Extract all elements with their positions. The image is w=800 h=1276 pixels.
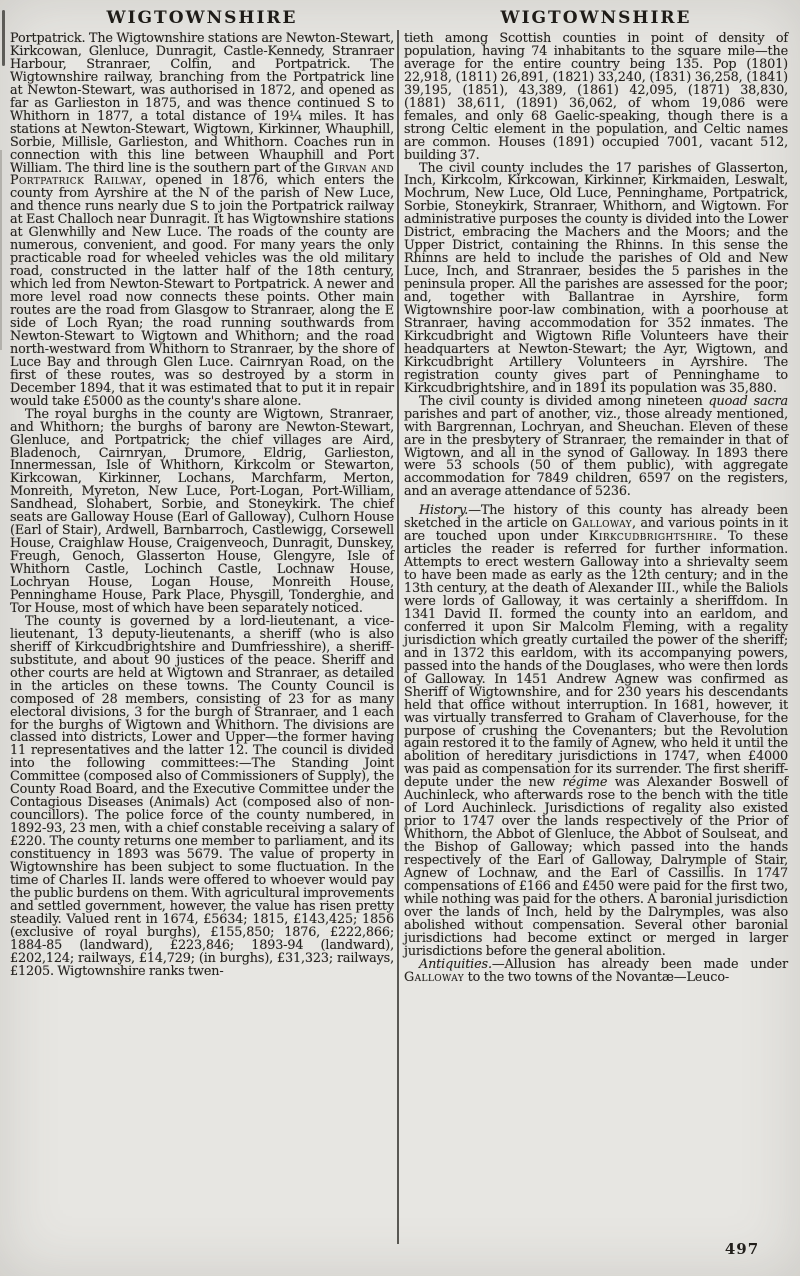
italic-text: Antiquities. [419,956,492,972]
italic-text: History. [419,503,469,519]
cross-reference-text: Galloway [571,516,633,532]
column-right [404,6,788,985]
running-head-left: WIGTOWNSHIRE [106,8,298,28]
column-right-body [404,33,788,985]
text-run: to the two towns of the Novantæ—Leuco- [464,969,730,985]
text-run: The county is governed by a lord-lieutenant, a vice-lieutenant, 13 deputy-lieutenants, a sheriff (who is also sheriff of Kirkcudbrightshire and Dumfriesshire), a sheriff-substitute, and about 90 justices of the peace. Sheriff and other courts are held at Wigtown and Stranraer, as detailed in the articles on these towns. The County Council is composed of 28 members, consisting of 23 for as many electoral divisions, 3 for the burgh of Stranraer, and 1 each for the burghs of Wigtown and Whithorn. The divisions are classed into districts, Lower and Upper—the former having 11 representatives and the latter 12. The council is divided into the following committees:—The Standing Joint Committee (composed also of Commissioners of Supply), the County Road Board, and the Executive Committee under the Contagious Diseases (Animals) Act (composed also of non-councillors). The police force of the county numbered, in 1892-93, 23 men, with a chief constable receiving a salary of £220. The county returns one member to parliament, and its constituency in 1893 was 5679. The value of property in Wigtownshire has been subject to some fluctuation. In the time of Charles II. lands were offered to whoever would pay the public burdens on them. With agricultural improvements and settled government, however, the value has risen pretty steadily. Valued rent in 1674, £5634; 1815, £143,425; 1856 (exclusive of royal burghs), £155,850; 1876, £222,866; 1884-85 (landward), £223,846; 1893-94 (landward), £202,124; railways, £14,729; (in burghs), £31,323; railways, £1205. Wigtownshire ranks twen- [10,613,395,979]
text-run: parishes and part of another, viz., those already mentioned, with Bargrennan, Lochryan, and Sheuchan. Eleven of these are in the presbytery of Stranraer, the remainder in that of Wigtown, and all in the synod of Galloway. In 1893 there were 53 schools (50 of them public), with aggregate accommodation for 7849 children, 6597 on the registers, and an average attendance of 5236. [404,406,788,500]
text-run: —The history of this county has already been sketched in the article on [404,503,788,532]
paragraph [404,956,788,985]
paragraph [10,406,394,616]
paragraph [404,160,788,396]
text-run: , opened in 1876, which enters the county from Ayrshire at the N of the parish of New Luce, and thence runs nearly due S to join the Portpatrick railway at East Challoch near Dunragit. It has Wigtownshire stations at Glenwhilly and New Luce. The roads of the county are numerous, convenient, and good. For many years the only practicable road for wheeled vehicles was the old military road, constructed in the latter half of the 18th century, which led from Newton-Stewart to Portpatrick. A newer and more level road now connects these points. Other main routes are the road from Glasgow to Stranraer, along the E side of Loch Ryan; the road running southwards from Newton-Stewart to Wigtown and Whithorn; and the road north-westward from Whithorn to Stranraer, by the shore of Luce Bay and through Glen Luce. Cairnryan Road, on the first of these routes, was so destroyed by a storm in December 1894, that it was estimated that to put it in repair would take £5000 as the county's share alone. [10,173,394,409]
italic-text: quoad sacra [708,393,788,409]
paragraph [404,505,788,958]
text-run: The civil county is divided among nineteen [419,393,709,409]
text-run: was Alexander Boswell of Auchinleck, who afterwards rose to the bench with the title of Lord Auchinleck. Jurisdictions of regality also existed prior to 1747 over the lands respectively of the Prior of Whithorn, the Abbot of Glenluce, the Abbot of Soulseat, and the Bishop of Galloway; which passed into the hands respectively of the Earl of Galloway, Dalrymple of Stair, Agnew of Lochnaw, and the Earl of Cassillis. In 1747 compensations of £166 and £450 were paid for the first two, while nothing was paid for the others. A baronial jurisdiction over the lands of Inch, held by the Dalrymples, was also abolished without compensation. Several other baronial jurisdictions had become extinct or merged in larger jurisdictions before the general abolition. [404,775,789,959]
cross-reference-text: Girvan and Portpatrick Railway [10,160,394,189]
text-run: Portpatrick. The Wigtownshire stations are Newton-Stewart, Kirkcowan, Glenluce, Dunragit, Castle-Kennedy, Stranraer Harbour, Stranraer, Colfin, and Portpatrick. The Wigtownshire railway, branching from the Portpatrick line at Newton-Stewart, was authorised in 1872, and opened as far as Garlieston in 1875, and was thence continued S to Whithorn in 1877, a total distance of 19¼ miles. It has stations at Newton-Stewart, Wigtown, Kirkinner, Whauphill, Sorbie, Millisle, Garlieston, and Whithorn. Coaches run in connection with this line between Whauphill and Port William. The third line is the southern part of the [10,31,394,176]
text-run: —Allusion has already been made under [491,956,788,972]
column-divider-rule [397,30,399,1244]
paragraph [404,393,788,500]
paragraph [10,33,394,409]
paragraph [10,613,395,979]
scan-artifact-edge-line [2,10,5,66]
running-head-right: WIGTOWNSHIRE [500,8,692,28]
page-number: 497 [724,1240,760,1258]
cross-reference-text: Kirkcudbrightshire [588,529,714,545]
text-run: The civil county includes the 17 parishes of Glasserton, Inch, Kirkcolm, Kirkcowan, Kirkinner, Kirkmaiden, Leswalt, Mochrum, New Luce, Old Luce, Penninghame, Portpatrick, Sorbie, Stoneykirk, Stranraer, Whithorn, and Wigtown. For administrative purposes the county is divided into the Lower District, embracing the Machers and the Moors; and the Upper District, containing the Rhinns. In this sense the Rhinns are held to include the parishes of Old and New Luce, Inch, and Stranraer, besides the 5 parishes in the peninsula proper. All the parishes are assessed for the poor; and, together with Ballantrae in Ayrshire, form Wigtownshire poor-law combination, with a poorhouse at Stranraer, having accommodation for 352 inmates. The Kirkcudbright and Wigtown Rifle Volunteers have their headquarters at Newton-Stewart; the Ayr, Wigtown, and Kirkcudbright Artillery Volunteers in Ayrshire. The registration county gives part of Penninghame to Kirkcudbrightshire, and in 1891 its population was 35,880. [404,160,788,396]
cross-reference-text: Galloway [404,969,465,985]
text-run: . To these articles the reader is referred for further information. Attempts to erect western Galloway into a shrievalty seem to have been made as early as the 12th century; and in the 13th century, at the death of Alexander III., while the Baliols were lords of Galloway, it was certainly a sheriffdom. In 1341 David II. formed the county into an earldom, and conferred it upon Sir Malcolm Fleming, with a regality jurisdiction which greatly curtailed the power of the sheriff; and in 1372 this earldom, with its accompanying powers, passed into the hands of the Douglases, who were then lords of Galloway. In 1451 Andrew Agnew was confirmed as Sheriff of Wigtownshire, and for 230 years his descendants held that office without interruption. In 1681, however, it was virtually transferred to Graham of Claverhouse, for the purpose of crushing the Covenanters; but the Revolution again restored it to the family of Agnew, who held it until the abolition of hereditary jurisdictions in 1747, when £4000 was paid as compensation for its surrender. The first sheriff-depute under the new [404,529,788,791]
scan-artifact-edge-smudge [0,150,2,350]
text-run: tieth among Scottish counties in point of density of population, having 74 inhabitants to the square mile—the average for the entire country being 135. Pop (1801) 22,918, (1811) 26,891, (1821) 33,240, (1831) 36,258, (1841) 39,195, (1851), 43,389, (1861) 42,095, (1871) 38,830, (1881) 38,611, (1891) 36,062, of whom 19,086 were females, and only 68 Gaelic-speaking, though there is a strong Celtic element in the population, and Celtic names are common. Houses (1891) occupied 7001, vacant 512, building 37. [404,31,788,163]
column-left [10,6,394,979]
column-left-body [10,33,394,979]
italic-text: régime [562,775,608,791]
paragraph [404,33,788,163]
text-run: , and various points in it are touched upon under [404,516,788,545]
text-run: The royal burghs in the county are Wigtown, Stranraer, and Whithorn; the burghs of barony are Newton-Stewart, Glenluce, and Portpatrick; the chief villages are Aird, Bladenoch, Cairnryan, Drumore, Eldrig, Garlieston, Innermessan, Isle of Whithorn, Kirkcolm or Stewarton, Kirkcowan, Kirkinner, Lochans, Marchfarm, Merton, Monreith, Myreton, New Luce, Port-Logan, Port-William, Sandhead, Slohabert, Sorbie, and Stoneykirk. The chief seats are Galloway House (Earl of Galloway), Culhorn House (Earl of Stair), Ardwell, Barnbarroch, Castlewigg, Corsewell House, Craighlaw House, Craigenveoch, Dunragit, Dunskey, Freugh, Genoch, Glasserton House, Glengyre, Isle of Whithorn Castle, Lochinch Castle, Lochnaw House, Lochryan House, Logan House, Monreith House, Penninghame House, Park Place, Physgill, Tonderghie, and Tor House, most of which have been separately noticed. [10,406,394,616]
